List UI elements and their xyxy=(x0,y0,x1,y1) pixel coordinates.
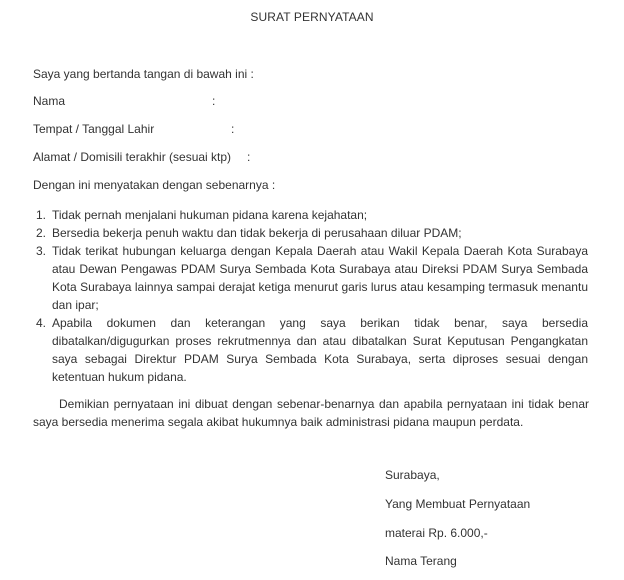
list-item-number: 1. xyxy=(36,208,47,222)
list-item xyxy=(32,206,588,224)
list-item-text: Tidak terikat hubungan keluarga dengan Kepala Daerah atau Wakil Kepala Daerah Kota Surabaya atau Dewan Pengawas PDAM Surya Sembada Kota Surabaya atau Direksi PDAM Surya Sembada Kota Surabaya lainnya sampai derajat ketiga menurut garis lurus atau kesamping termasuk menantu dan ipar; xyxy=(52,244,588,312)
list-item-number: 3. xyxy=(36,244,47,258)
document-title: SURAT PERNYATAAN xyxy=(250,10,374,24)
declaration-list xyxy=(32,206,588,386)
list-item-text: Bersedia bekerja penuh waktu dan tidak bekerja di perusahaan diluar PDAM; xyxy=(52,226,462,240)
list-item-number: 4. xyxy=(36,316,47,330)
declaration-lead: Dengan ini menyatakan dengan sebenarnya : xyxy=(33,178,276,192)
list-item xyxy=(32,224,588,242)
closing-paragraph: Demikian pernyataan ini dibuat dengan sebenar-benarnya dan apabila pernyataan ini tidak benar saya bersedia menerima segala akibat hukumnya baik administrasi pidana maupun perdata. xyxy=(33,397,589,429)
intro-text: Saya yang bertanda tangan di bawah ini : xyxy=(33,67,254,81)
list-item xyxy=(32,314,588,386)
signature-city: Surabaya, xyxy=(385,468,440,482)
field-address-label: Alamat / Domisili terakhir (sesuai ktp) xyxy=(33,150,232,164)
field-name-label: Nama xyxy=(33,94,66,108)
field-address-separator: : xyxy=(247,150,251,164)
signature-name: Nama Terang xyxy=(385,554,457,568)
field-birth-label: Tempat / Tanggal Lahir xyxy=(33,122,155,136)
field-name-separator: : xyxy=(212,94,216,108)
signature-stamp: materai Rp. 6.000,- xyxy=(385,526,488,540)
list-item-number: 2. xyxy=(36,226,47,240)
signature-maker: Yang Membuat Pernyataan xyxy=(385,497,531,511)
list-item-text: Tidak pernah menjalani hukuman pidana karena kejahatan; xyxy=(52,208,368,222)
list-item-text: Apabila dokumen dan keterangan yang saya berikan tidak benar, saya bersedia dibatalkan/digugurkan proses rekrutmennya dan atau dibatalkan Surat Keputusan Pengangkatan saya sebagai Direktur PDAM Surya Sembada Kota Surabaya, serta diproses sesuai dengan ketentuan hukum pidana. xyxy=(52,316,588,384)
list-item xyxy=(32,242,588,314)
field-birth-separator: : xyxy=(231,122,235,136)
